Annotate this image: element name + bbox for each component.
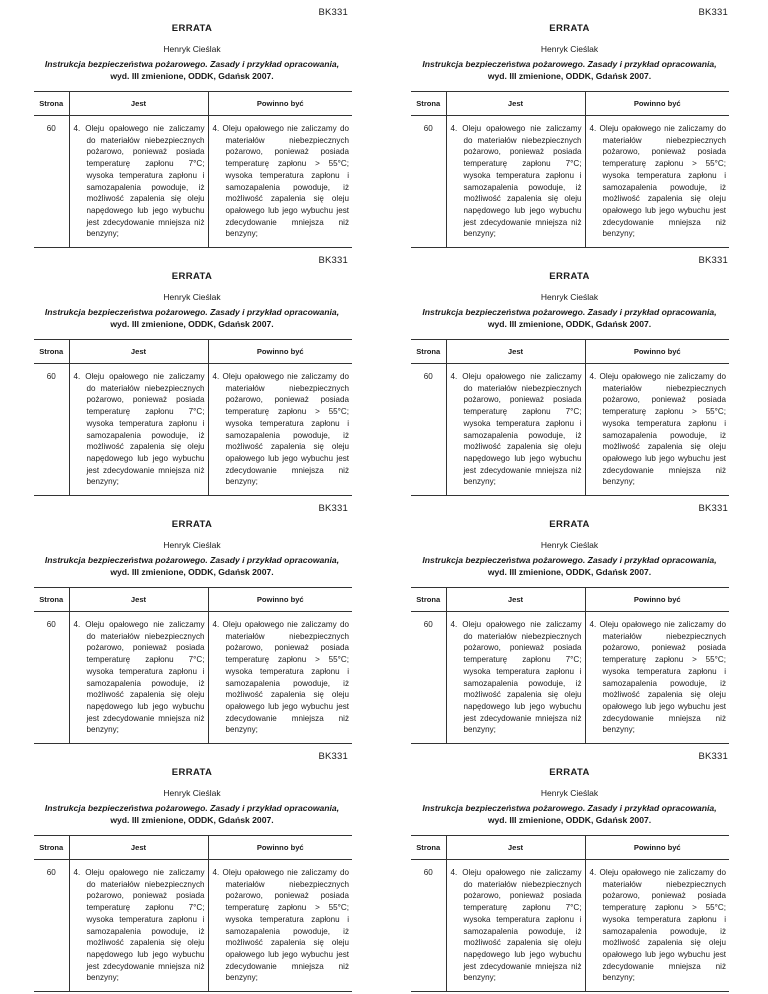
column-should-be: Powinno być	[585, 588, 729, 612]
errata-heading: ERRATA	[171, 271, 213, 282]
errata-table	[34, 339, 352, 496]
column-page: Strona	[34, 92, 69, 116]
table-row	[34, 364, 352, 496]
errata-card	[384, 744, 768, 994]
errata-table-header	[34, 836, 352, 860]
errata-card	[384, 248, 768, 496]
author-name: Henryk Cieślak	[540, 292, 599, 302]
errata-heading: ERRATA	[549, 767, 590, 778]
column-should-be: Powinno być	[585, 92, 729, 116]
errata-table	[34, 91, 352, 248]
book-title	[34, 555, 350, 578]
cell-is: 4. Oleju opałowego nie zaliczamy do materiałów niebezpiecznych pożarowo, ponieważ posiada temperaturę zapłonu 7°C; wysoka temperatura zapłonu i samozapalenia powoduje, iż możliwość zapalenia się oleju napędowego lub jego wybuchu jest zdecydowanie mniejsza niż benzyny;	[69, 116, 208, 248]
cell-is: 4. Oleju opałowego nie zaliczamy do materiałów niebezpiecznych pożarowo, ponieważ posiada temperaturę zapłonu 7°C; wysoka temperatura zapłonu i samozapalenia powoduje, iż możliwość zapalenia się oleju napędowego lub jego wybuchu jest zdecydowanie mniejsza niż benzyny;	[69, 612, 208, 744]
book-title	[411, 307, 728, 330]
publication-code: BK331	[318, 751, 348, 762]
table-row	[411, 116, 729, 248]
errata-heading: ERRATA	[549, 519, 590, 530]
author-name: Henryk Cieślak	[163, 788, 221, 798]
errata-heading: ERRATA	[549, 271, 590, 282]
author-name: Henryk Cieślak	[540, 788, 599, 798]
table-row	[34, 612, 352, 744]
card-header	[411, 0, 728, 82]
author-name: Henryk Cieślak	[163, 44, 221, 54]
column-page: Strona	[34, 588, 69, 612]
cell-should-be: 4. Oleju opałowego nie zaliczamy do materiałów niebezpiecznych pożarowo, ponieważ posiada temperaturę zapłonu > 55°C; wysoka temperatura zapłonu i samozapalenia powoduje, iż możliwość zapalenia się oleju opałowego lub jego wybuchu jest zdecydowanie mniejsza niż benzyny;	[585, 860, 729, 992]
author-name: Henryk Cieślak	[163, 540, 221, 550]
table-row	[411, 612, 729, 744]
book-title	[34, 803, 350, 826]
book-title-line-2: wyd. III zmienione, ODDK, Gdańsk 2007.	[110, 566, 274, 577]
book-title-line-1: Instrukcja bezpieczeństwa pożarowego. Zasady i przykład opracowania,	[44, 307, 340, 317]
card-header	[34, 496, 350, 578]
cell-page: 60	[411, 612, 446, 744]
book-title-line-1: Instrukcja bezpieczeństwa pożarowego. Zasady i przykład opracowania,	[44, 59, 340, 69]
book-title	[34, 59, 350, 82]
column-page: Strona	[34, 836, 69, 860]
author-name: Henryk Cieślak	[540, 44, 599, 54]
book-title-line-2: wyd. III zmienione, ODDK, Gdańsk 2007.	[487, 318, 652, 329]
cell-page: 60	[411, 860, 446, 992]
column-is: Jest	[69, 92, 208, 116]
column-should-be: Powinno być	[585, 340, 729, 364]
cell-is: 4. Oleju opałowego nie zaliczamy do materiałów niebezpiecznych pożarowo, ponieważ posiada temperaturę zapłonu 7°C; wysoka temperatura zapłonu i samozapalenia powoduje, iż możliwość zapalenia się oleju napędowego lub jego wybuchu jest zdecydowanie mniejsza niż benzyny;	[69, 364, 208, 496]
errata-heading: ERRATA	[549, 23, 590, 34]
errata-card	[0, 0, 384, 248]
column-is: Jest	[446, 340, 585, 364]
cell-page: 60	[34, 364, 69, 496]
errata-table-header	[411, 588, 729, 612]
cell-page: 60	[34, 116, 69, 248]
errata-card	[384, 0, 768, 248]
book-title	[411, 59, 728, 82]
book-title-line-2: wyd. III zmienione, ODDK, Gdańsk 2007.	[487, 566, 652, 577]
table-row	[34, 860, 352, 992]
publication-code: BK331	[698, 255, 728, 266]
errata-table-header	[411, 836, 729, 860]
publication-code: BK331	[698, 751, 728, 762]
book-title-line-1: Instrukcja bezpieczeństwa pożarowego. Zasady i przykład opracowania,	[422, 59, 717, 69]
errata-table-header	[34, 340, 352, 364]
errata-card	[0, 248, 384, 496]
errata-card	[0, 744, 384, 994]
errata-table-header	[411, 92, 729, 116]
cell-is: 4. Oleju opałowego nie zaliczamy do materiałów niebezpiecznych pożarowo, ponieważ posiada temperaturę zapłonu 7°C; wysoka temperatura zapłonu i samozapalenia powoduje, iż możliwość zapalenia się oleju napędowego lub jego wybuchu jest zdecydowanie mniejsza niż benzyny;	[446, 860, 585, 992]
column-page: Strona	[411, 836, 446, 860]
errata-table	[411, 91, 729, 248]
errata-table-header	[34, 92, 352, 116]
card-header	[411, 496, 728, 578]
book-title-line-2: wyd. III zmienione, ODDK, Gdańsk 2007.	[110, 814, 274, 825]
column-should-be: Powinno być	[208, 588, 352, 612]
column-page: Strona	[411, 340, 446, 364]
errata-table	[411, 339, 729, 496]
cell-is: 4. Oleju opałowego nie zaliczamy do materiałów niebezpiecznych pożarowo, ponieważ posiada temperaturę zapłonu 7°C; wysoka temperatura zapłonu i samozapalenia powoduje, iż możliwość zapalenia się oleju napędowego lub jego wybuchu jest zdecydowanie mniejsza niż benzyny;	[69, 860, 208, 992]
column-page: Strona	[411, 588, 446, 612]
table-row	[34, 116, 352, 248]
cell-should-be: 4. Oleju opałowego nie zaliczamy do materiałów niebezpiecznych pożarowo, ponieważ posiada temperaturę zapłonu > 55°C; wysoka temperatura zapłonu i samozapalenia powoduje, iż możliwość zapalenia się oleju opałowego lub jego wybuchu jest zdecydowanie mniejsza niż benzyny;	[585, 116, 729, 248]
column-is: Jest	[69, 836, 208, 860]
errata-heading: ERRATA	[171, 519, 213, 530]
table-row	[411, 860, 729, 992]
errata-table	[411, 587, 729, 744]
book-title-line-1: Instrukcja bezpieczeństwa pożarowego. Zasady i przykład opracowania,	[422, 803, 717, 813]
errata-card	[384, 496, 768, 744]
book-title-line-2: wyd. III zmienione, ODDK, Gdańsk 2007.	[110, 70, 274, 81]
column-is: Jest	[446, 92, 585, 116]
errata-table-header	[34, 588, 352, 612]
publication-code: BK331	[698, 503, 728, 514]
card-header	[411, 744, 728, 826]
errata-heading: ERRATA	[171, 767, 213, 778]
book-title	[34, 307, 350, 330]
column-is: Jest	[69, 588, 208, 612]
book-title-line-2: wyd. III zmienione, ODDK, Gdańsk 2007.	[110, 318, 274, 329]
errata-table	[411, 835, 729, 992]
column-should-be: Powinno być	[208, 836, 352, 860]
publication-code: BK331	[318, 7, 348, 18]
cell-should-be: 4. Oleju opałowego nie zaliczamy do materiałów niebezpiecznych pożarowo, ponieważ posiada temperaturę zapłonu > 55°C; wysoka temperatura zapłonu i samozapalenia powoduje, iż możliwość zapalenia się oleju opałowego lub jego wybuchu jest zdecydowanie mniejsza niż benzyny;	[208, 364, 352, 496]
author-name: Henryk Cieślak	[540, 540, 599, 550]
book-title-line-1: Instrukcja bezpieczeństwa pożarowego. Zasady i przykład opracowania,	[44, 555, 340, 565]
column-page: Strona	[34, 340, 69, 364]
errata-table-header	[411, 340, 729, 364]
book-title-line-1: Instrukcja bezpieczeństwa pożarowego. Zasady i przykład opracowania,	[422, 555, 717, 565]
errata-table	[34, 835, 352, 992]
cell-is: 4. Oleju opałowego nie zaliczamy do materiałów niebezpiecznych pożarowo, ponieważ posiada temperaturę zapłonu 7°C; wysoka temperatura zapłonu i samozapalenia powoduje, iż możliwość zapalenia się oleju napędowego lub jego wybuchu jest zdecydowanie mniejsza niż benzyny;	[446, 116, 585, 248]
cell-is: 4. Oleju opałowego nie zaliczamy do materiałów niebezpiecznych pożarowo, ponieważ posiada temperaturę zapłonu 7°C; wysoka temperatura zapłonu i samozapalenia powoduje, iż możliwość zapalenia się oleju napędowego lub jego wybuchu jest zdecydowanie mniejsza niż benzyny;	[446, 364, 585, 496]
column-should-be: Powinno być	[208, 92, 352, 116]
cell-page: 60	[34, 860, 69, 992]
cell-should-be: 4. Oleju opałowego nie zaliczamy do materiałów niebezpiecznych pożarowo, ponieważ posiada temperaturę zapłonu > 55°C; wysoka temperatura zapłonu i samozapalenia powoduje, iż możliwość zapalenia się oleju opałowego lub jego wybuchu jest zdecydowanie mniejsza niż benzyny;	[208, 860, 352, 992]
book-title-line-1: Instrukcja bezpieczeństwa pożarowego. Zasady i przykład opracowania,	[422, 307, 717, 317]
card-header	[34, 0, 350, 82]
errata-table	[34, 587, 352, 744]
errata-heading: ERRATA	[171, 23, 213, 34]
publication-code: BK331	[698, 7, 728, 18]
card-header	[34, 248, 350, 330]
publication-code: BK331	[318, 503, 348, 514]
book-title-line-2: wyd. III zmienione, ODDK, Gdańsk 2007.	[487, 814, 652, 825]
column-is: Jest	[446, 836, 585, 860]
cell-page: 60	[411, 364, 446, 496]
cell-should-be: 4. Oleju opałowego nie zaliczamy do materiałów niebezpiecznych pożarowo, ponieważ posiada temperaturę zapłonu > 55°C; wysoka temperatura zapłonu i samozapalenia powoduje, iż możliwość zapalenia się oleju opałowego lub jego wybuchu jest zdecydowanie mniejsza niż benzyny;	[585, 364, 729, 496]
cell-page: 60	[411, 116, 446, 248]
cell-page: 60	[34, 612, 69, 744]
book-title	[411, 803, 728, 826]
table-row	[411, 364, 729, 496]
cell-should-be: 4. Oleju opałowego nie zaliczamy do materiałów niebezpiecznych pożarowo, ponieważ posiada temperaturę zapłonu > 55°C; wysoka temperatura zapłonu i samozapalenia powoduje, iż możliwość zapalenia się oleju opałowego lub jego wybuchu jest zdecydowanie mniejsza niż benzyny;	[208, 612, 352, 744]
publication-code: BK331	[318, 255, 348, 266]
column-should-be: Powinno być	[208, 340, 352, 364]
book-title-line-2: wyd. III zmienione, ODDK, Gdańsk 2007.	[487, 70, 652, 81]
author-name: Henryk Cieślak	[163, 292, 221, 302]
card-header	[34, 744, 350, 826]
column-should-be: Powinno być	[585, 836, 729, 860]
card-header	[411, 248, 728, 330]
column-page: Strona	[411, 92, 446, 116]
book-title-line-1: Instrukcja bezpieczeństwa pożarowego. Zasady i przykład opracowania,	[44, 803, 340, 813]
column-is: Jest	[69, 340, 208, 364]
errata-card	[0, 496, 384, 744]
column-is: Jest	[446, 588, 585, 612]
cell-should-be: 4. Oleju opałowego nie zaliczamy do materiałów niebezpiecznych pożarowo, ponieważ posiada temperaturę zapłonu > 55°C; wysoka temperatura zapłonu i samozapalenia powoduje, iż możliwość zapalenia się oleju opałowego lub jego wybuchu jest zdecydowanie mniejsza niż benzyny;	[585, 612, 729, 744]
cell-should-be: 4. Oleju opałowego nie zaliczamy do materiałów niebezpiecznych pożarowo, ponieważ posiada temperaturę zapłonu > 55°C; wysoka temperatura zapłonu i samozapalenia powoduje, iż możliwość zapalenia się oleju opałowego lub jego wybuchu jest zdecydowanie mniejsza niż benzyny;	[208, 116, 352, 248]
cell-is: 4. Oleju opałowego nie zaliczamy do materiałów niebezpiecznych pożarowo, ponieważ posiada temperaturę zapłonu 7°C; wysoka temperatura zapłonu i samozapalenia powoduje, iż możliwość zapalenia się oleju napędowego lub jego wybuchu jest zdecydowanie mniejsza niż benzyny;	[446, 612, 585, 744]
book-title	[411, 555, 728, 578]
